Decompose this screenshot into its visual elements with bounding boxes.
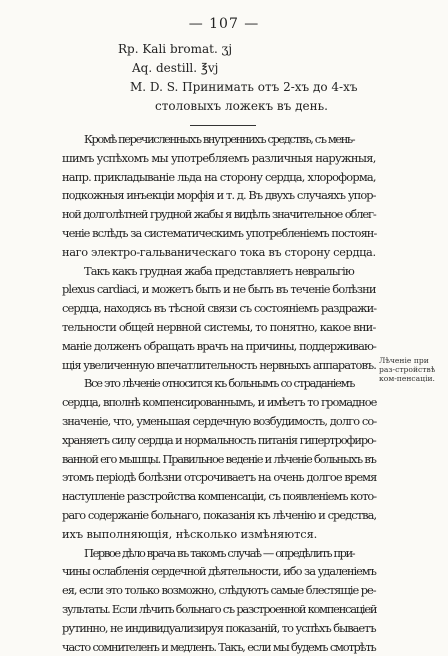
text-line: тельности общей нервной системы, то понятно, какое вни- [62,319,376,334]
text-line: plexus cardiaci, и можетъ быть и не быть въ теченіе болѣзни [62,282,376,297]
prescription-line: Rp. Kali bromat. ʒj [118,42,233,56]
text-line: Все это лѣченіе относится къ больнымъ со страданіемъ [84,376,355,391]
text-line: маніе долженъ обращать врачъ на причины, поддерживаю- [62,338,376,353]
text-line: ной долголѣтней грудной жабы я видѣлъ значительное облег- [62,207,376,222]
paragraph [62,544,376,656]
text-line: значеніе, что, уменьшая сердечную возбудимость, долго со- [62,413,377,428]
text-line: шимъ успѣхомъ мы употребляемъ различныя наружныя, [62,150,376,165]
text-line: Такъ какъ грудная жаба представляетъ невральгію [84,263,354,278]
text-line: зультаты. Если лѣчить больнаго съ разстроенной компенсаціей [62,601,377,616]
paragraph [62,262,376,375]
paragraph [62,374,376,543]
prescription-line: Aq. destill. ℥vj [132,61,219,75]
prescription-line: столовыхъ ложекъ въ день. [155,99,328,113]
text-line: сердца, находясь въ тѣсной связи съ состояніемъ раздражи- [62,301,377,316]
text-line: храняетъ силу сердца и нормальность питанія гипертрофиро- [62,432,376,447]
text-line: этомъ періодѣ болѣзни отсрочиваетъ на очень долгое время [62,470,377,485]
separator-rule [190,125,256,126]
text-line: раго содержаніе больнаго, показанія къ лѣченію и средства, [62,507,377,522]
page-number: — 107 — [188,16,260,32]
text-line: наступленіе разстройства компенсаціи, съ появленіемъ кото- [62,489,377,504]
text-line: часто сомнителенъ и медленъ. Такъ, если мы будемъ смотрѣть [62,639,376,654]
text-line: ихъ выполняющія, нѣсколько измѣняются. [62,526,318,541]
text-line: наго электро-гальваническаго тока въ сторону сердца. [62,244,376,259]
text-line: ея, если это только возможно, слѣдуютъ самые блестящіе ре- [62,583,376,598]
text-line: Кромѣ перечисленныхъ внутреннихъ средствъ, съ мень- [84,132,355,146]
body-text [62,130,376,656]
text-line: сердца, вполнѣ компенсированнымъ, и имѣетъ то громадное [62,395,377,410]
text-line: Первое дѣло врача въ такомъ случаѣ — опредѣлить при- [84,545,355,560]
prescription [118,40,398,116]
text-line: подкожныя инъекціи морфія и т. д. Въ двухъ случаяхъ упор- [62,188,376,203]
margin-note: Лѣченіе при раз-стройствѣ ком-пенсаціи. [379,356,436,383]
text-line: щія увеличенную впечатлительность нервныхъ аппаратовъ. [62,357,376,372]
text-line: ванной его мышцы. Правильное веденіе и лѣченіе больныхъ въ [62,451,376,466]
text-line: ченіе вслѣдъ за систематическимъ употребленіемъ постоян- [62,225,377,240]
text-line: напр. прикладываніе льда на сторону сердца, хлороформа, [62,169,376,184]
text-line: чины ослабленія сердечной дѣятельности, ибо за удаленіемъ [62,564,376,579]
prescription-line: M. D. S. Принимать отъ 2-хъ до 4-хъ [130,80,358,94]
paragraph [62,130,376,262]
text-line: рутинно, не индивидуализируя показаній, то успѣхъ бываетъ [62,620,376,635]
